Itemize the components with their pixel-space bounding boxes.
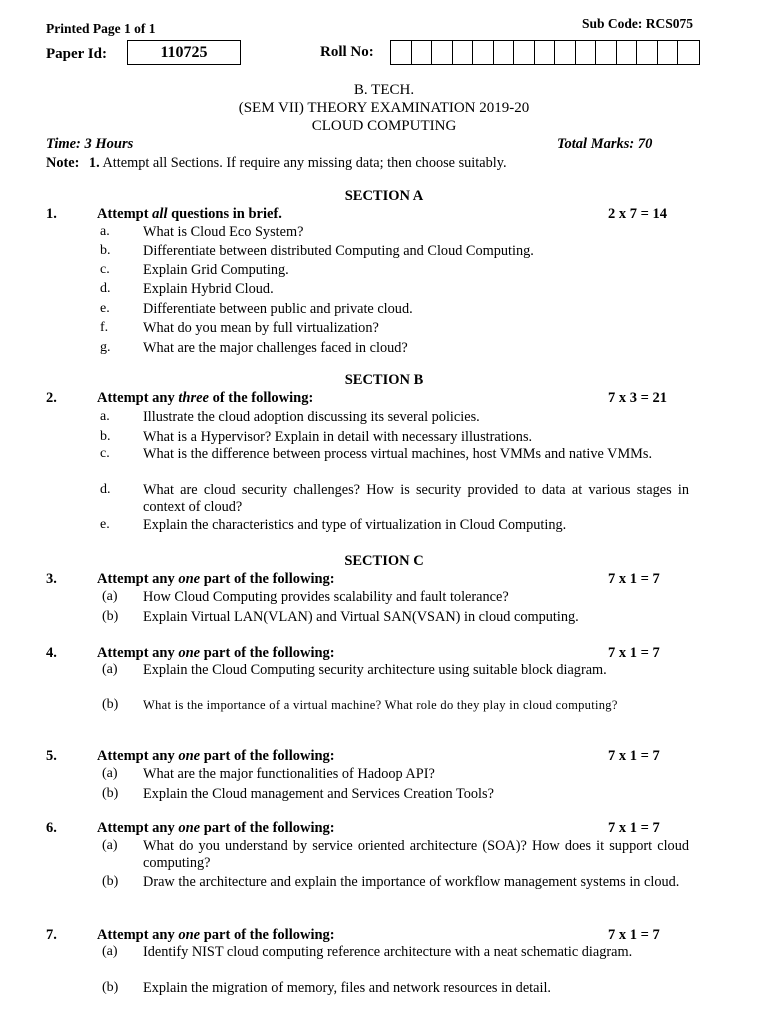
q1f-label: f. [100,320,109,335]
q1c-label: c. [100,262,110,277]
q5b-label: (b) [102,786,119,801]
total-marks: Total Marks: 70 [557,136,653,152]
q2d-label: d. [100,482,111,497]
q1-marks: 2 x 7 = 14 [608,206,668,222]
degree-title: B. TECH. [353,82,415,98]
q5-instruction: Attempt any one part of the following: [97,748,335,764]
q3b-text: Explain Virtual LAN(VLAN) and Virtual SAN(VSAN) in cloud computing. [143,609,579,625]
q7b-text: Explain the migration of memory, files and network resources in detail. [143,980,552,996]
q4b-label: (b) [102,697,119,712]
q3a-text: How Cloud Computing provides scalability and fault tolerance? [143,589,509,605]
q4-marks: 7 x 1 = 7 [608,645,660,661]
q2e-text: Explain the characteristics and type of virtualization in Cloud Computing. [143,517,567,533]
roll-no-label: Roll No: [320,44,374,60]
q1e-label: e. [100,301,110,316]
q6-number: 6. [46,820,57,836]
q2c-label: c. [100,446,110,461]
q7-marks: 7 x 1 = 7 [608,927,660,943]
q1d-label: d. [100,281,111,296]
q6-marks: 7 x 1 = 7 [608,820,660,836]
q2a-text: Illustrate the cloud adoption discussing its several policies. [143,409,480,425]
q2-marks: 7 x 3 = 21 [608,390,668,406]
q5a-text: What are the major functionalities of Hadoop API? [143,766,435,782]
q3-number: 3. [46,571,57,587]
q4a-label: (a) [102,662,118,677]
q1b-label: b. [100,243,111,258]
q1d-text: Explain Hybrid Cloud. [143,281,274,297]
q1c-text: Explain Grid Computing. [143,262,289,278]
q6-instruction: Attempt any one part of the following: [97,820,335,836]
q7a-text: Identify NIST cloud computing reference architecture with a neat schematic diagram. [143,944,633,960]
paper-id-box: 110725 [127,40,241,65]
q6a-text: What do you understand by service oriented architecture (SOA)? How does it support cloud computing? [143,838,689,871]
time: Time: 3 Hours [46,136,134,152]
section-b-heading: SECTION B [344,372,424,388]
q1-number: 1. [46,206,57,222]
q1-instruction: Attempt all questions in brief. [97,206,282,222]
subject-title: CLOUD COMPUTING [311,118,457,134]
q4a-text: Explain the Cloud Computing security architecture using suitable block diagram. [143,662,607,678]
q3a-label: (a) [102,589,118,604]
note-num: 1. [88,155,100,171]
q1a-label: a. [100,224,110,239]
q2-instruction: Attempt any three of the following: [97,390,314,406]
q2a-label: a. [100,409,110,424]
q2e-label: e. [100,517,110,532]
q5-marks: 7 x 1 = 7 [608,748,660,764]
q5a-label: (a) [102,766,118,781]
q3b-label: (b) [102,609,119,624]
note [46,155,507,172]
q7-instruction: Attempt any one part of the following: [97,927,335,943]
q6b-label: (b) [102,874,119,889]
section-a-heading: SECTION A [344,188,424,204]
q2c-text: What is the difference between process virtual machines, host VMMs and native VMMs. [143,446,653,462]
q1g-label: g. [100,340,111,355]
q2-number: 2. [46,390,57,406]
q5-number: 5. [46,748,57,764]
q4b-text: What is the importance of a virtual machine? What role do they play in cloud computing? [143,698,618,712]
paper-id-label: Paper Id: [46,46,107,62]
q3-instruction: Attempt any one part of the following: [97,571,335,587]
exam-title: (SEM VII) THEORY EXAMINATION 2019-20 [238,100,530,116]
q1a-text: What is Cloud Eco System? [143,224,304,240]
q7a-label: (a) [102,944,118,959]
q6b-text: Draw the architecture and explain the importance of workflow management systems in cloud. [143,874,680,890]
q4-number: 4. [46,645,57,661]
q1b-text: Differentiate between distributed Computing and Cloud Computing. [143,243,534,259]
q2b-label: b. [100,429,111,444]
section-c-heading: SECTION C [344,553,424,569]
printed-page: Printed Page 1 of 1 [46,21,156,36]
sub-code: Sub Code: RCS075 [582,16,694,31]
q5b-text: Explain the Cloud management and Services Creation Tools? [143,786,494,802]
note-text: Attempt all Sections. If require any missing data; then choose suitably. [102,155,507,171]
q3-marks: 7 x 1 = 7 [608,571,660,587]
note-label: Note: [46,155,80,171]
roll-no-boxes[interactable] [390,40,700,65]
q7-number: 7. [46,927,57,943]
q1f-text: What do you mean by full virtualization? [143,320,379,336]
q2b-text: What is a Hypervisor? Explain in detail with necessary illustrations. [143,429,533,445]
q1e-text: Differentiate between public and private cloud. [143,301,413,317]
q7b-label: (b) [102,980,119,995]
q4-instruction: Attempt any one part of the following: [97,645,335,661]
q1g-text: What are the major challenges faced in cloud? [143,340,408,356]
q6a-label: (a) [102,838,118,853]
q2d-text: What are cloud security challenges? How is security provided to data at various stages in context of cloud? [143,482,689,515]
